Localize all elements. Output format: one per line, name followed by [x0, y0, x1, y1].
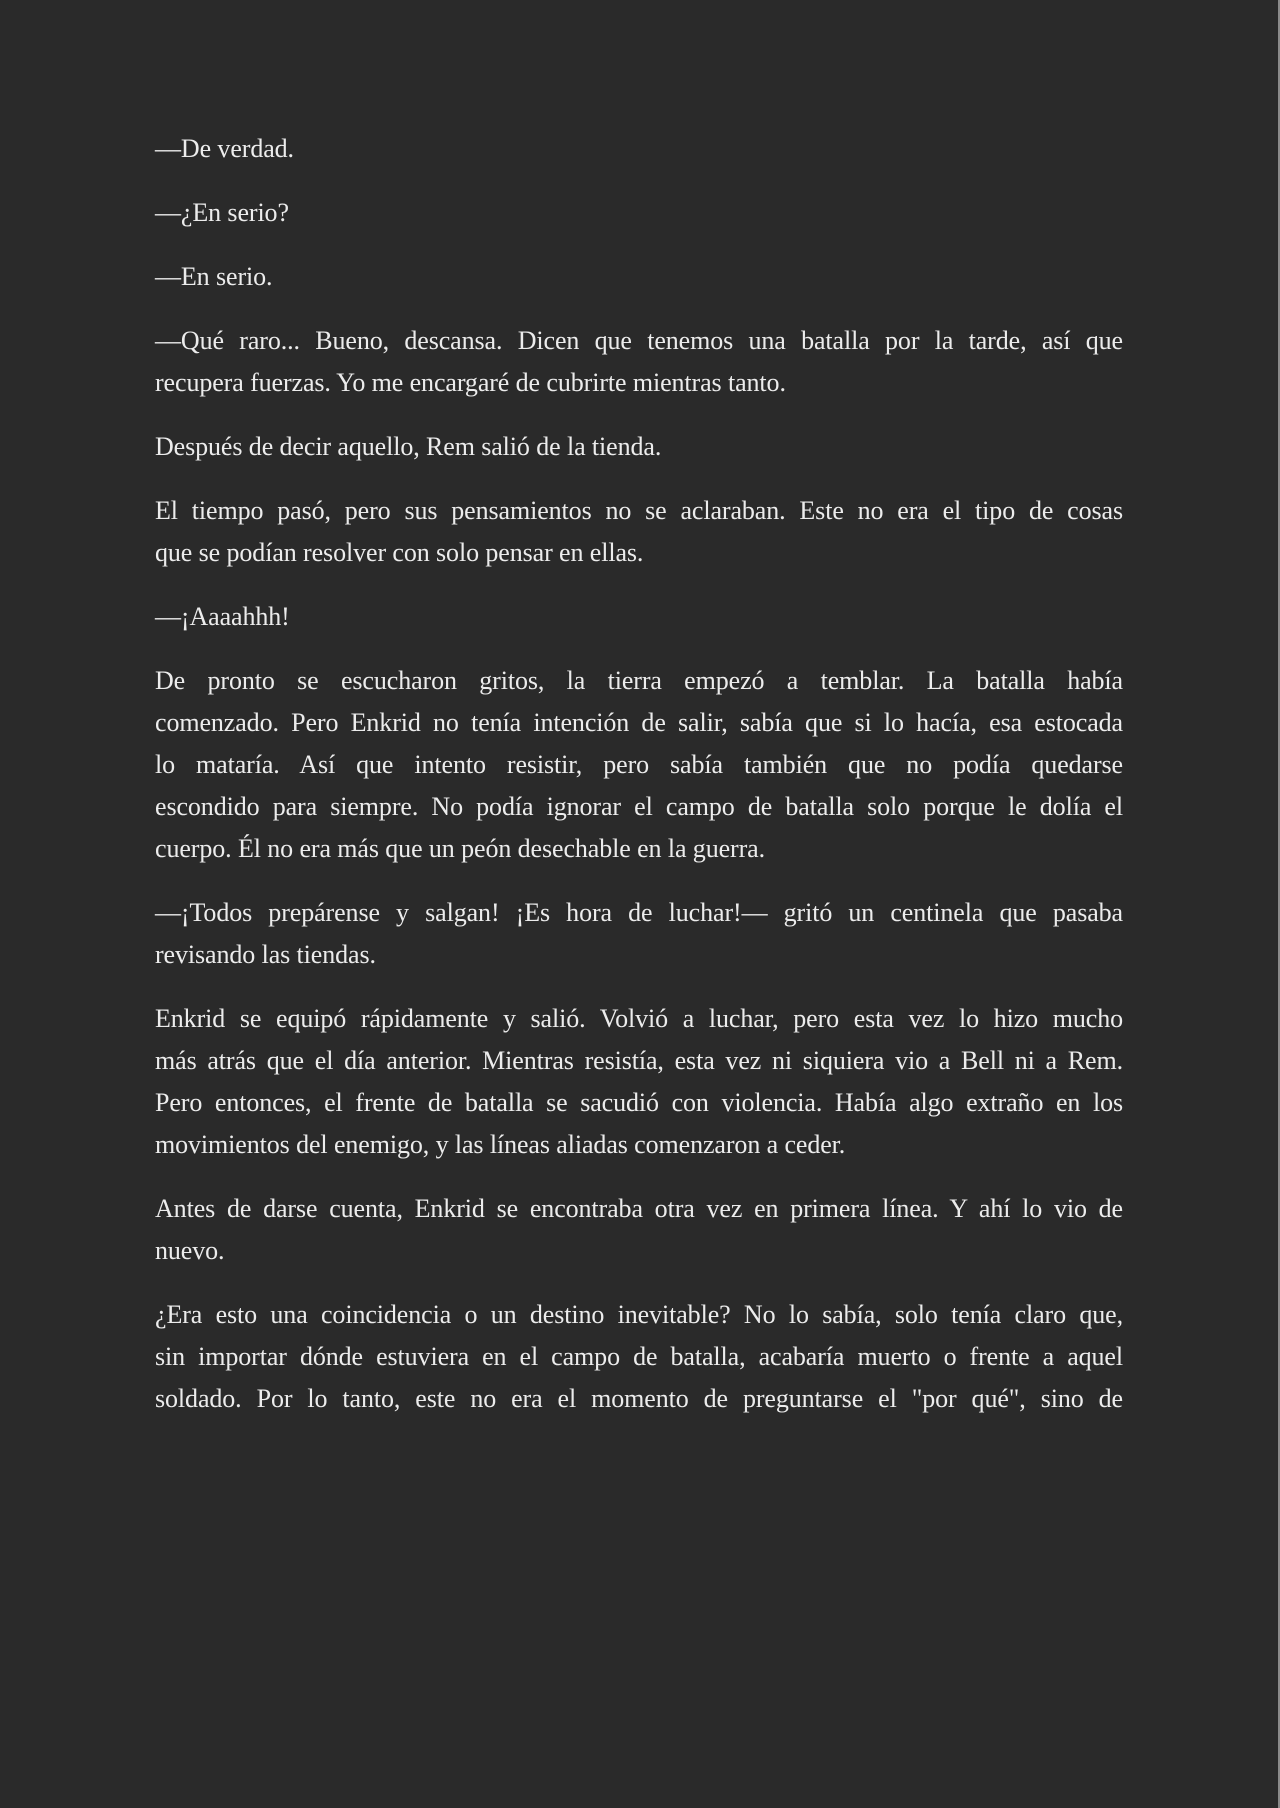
text-line: que se podían resolver con solo pensar en ellas. — [155, 538, 644, 567]
text-line: más atrás que el día anterior. Mientras resistía, esta vez ni siquiera vio a Bell ni a Rem. — [155, 1046, 1123, 1075]
text-line: Después de decir aquello, Rem salió de la tienda. — [155, 432, 662, 461]
paragraph — [155, 192, 1123, 234]
text-line: cuerpo. Él no era más que un peón desechable en la guerra. — [155, 834, 765, 863]
paragraph — [155, 596, 1123, 638]
text-line: Pero entonces, el frente de batalla se sacudió con violencia. Había algo extraño en los — [155, 1088, 1123, 1117]
text-line: El tiempo pasó, pero sus pensamientos no se aclaraban. Este no era el tipo de cosas — [155, 496, 1123, 525]
paragraph — [155, 998, 1123, 1166]
text-line: lo mataría. Así que intento resistir, pero sabía también que no podía quedarse — [155, 750, 1123, 779]
paragraph — [155, 426, 1123, 468]
paragraph — [155, 1294, 1123, 1420]
text-line: —De verdad. — [155, 134, 294, 163]
text-line: escondido para siempre. No podía ignorar el campo de batalla solo porque le dolía el — [155, 792, 1123, 821]
paragraph — [155, 490, 1123, 574]
paragraph — [155, 128, 1123, 170]
text-line: Antes de darse cuenta, Enkrid se encontraba otra vez en primera línea. Y ahí lo vio de — [155, 1194, 1123, 1223]
text-line: —Qué raro... Bueno, descansa. Dicen que tenemos una batalla por la tarde, así que — [155, 326, 1123, 355]
text-line: nuevo. — [155, 1236, 225, 1265]
text-line: —En serio. — [155, 262, 273, 291]
text-line: recupera fuerzas. Yo me encargaré de cubrirte mientras tanto. — [155, 368, 786, 397]
text-line: revisando las tiendas. — [155, 940, 376, 969]
paragraph — [155, 892, 1123, 976]
paragraph — [155, 320, 1123, 404]
text-line: sin importar dónde estuviera en el campo de batalla, acabaría muerto o frente a aquel — [155, 1342, 1123, 1371]
text-line: —¡Aaaahhh! — [155, 602, 290, 631]
text-line: De pronto se escucharon gritos, la tierra empezó a temblar. La batalla había — [155, 666, 1123, 695]
text-line: Enkrid se equipó rápidamente y salió. Volvió a luchar, pero esta vez lo hizo mucho — [155, 1004, 1123, 1033]
text-line: comenzado. Pero Enkrid no tenía intención de salir, sabía que si lo hacía, esa estocada — [155, 708, 1123, 737]
text-line: ¿Era esto una coincidencia o un destino inevitable? No lo sabía, solo tenía claro que, — [155, 1300, 1123, 1329]
text-line: soldado. Por lo tanto, este no era el momento de preguntarse el "por qué", sino de — [155, 1384, 1123, 1413]
paragraph — [155, 256, 1123, 298]
paragraph — [155, 660, 1123, 870]
paragraph — [155, 1188, 1123, 1272]
text-line: —¡Todos prepárense y salgan! ¡Es hora de luchar!— gritó un centinela que pasaba — [155, 898, 1123, 927]
text-line: movimientos del enemigo, y las líneas aliadas comenzaron a ceder. — [155, 1130, 846, 1159]
chapter-text — [155, 128, 1123, 1442]
text-line: —¿En serio? — [155, 198, 289, 227]
